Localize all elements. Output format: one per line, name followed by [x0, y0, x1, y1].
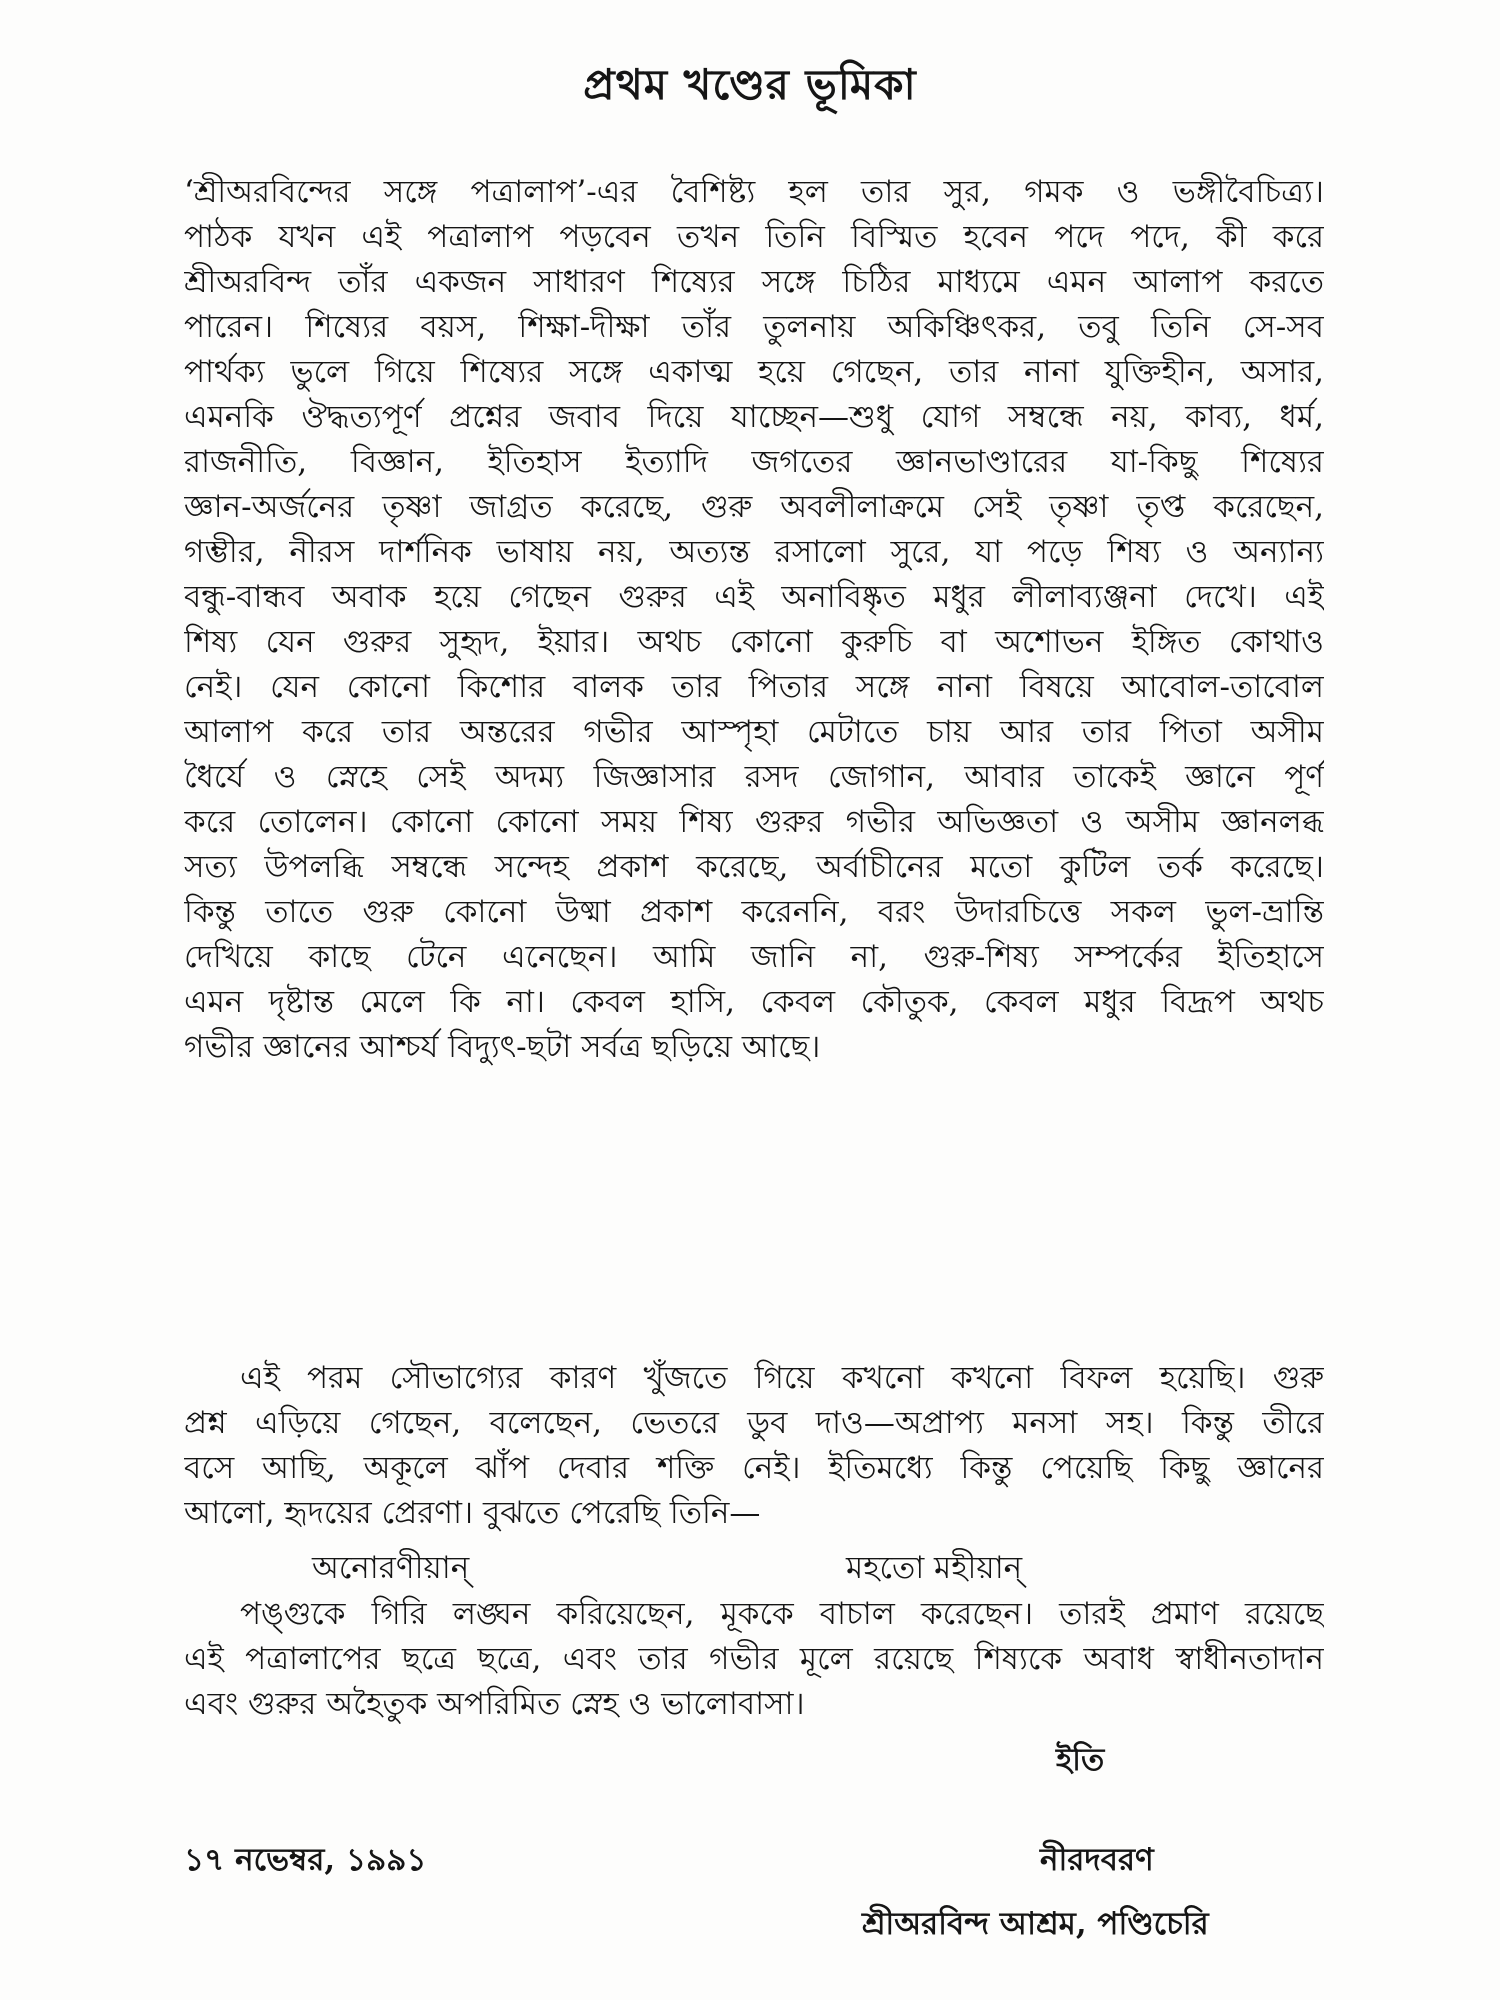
author-name: নীরদবরণ: [1040, 1842, 1154, 1878]
text-line: পার্থক্য ভুলে গিয়ে শিষ্যের সঙ্গে একাত্ম হয়ে গেছেন, তার নানা যুক্তিহীন, অসার,: [184, 354, 1324, 390]
text-line: এবং গুরুর অহৈতুক অপরিমিত স্নেহ ও ভালোবাসা।: [184, 1686, 805, 1722]
text-line: জ্ঞান-অর্জনের তৃষ্ণা জাগ্রত করেছে, গুরু অবলীলাক্রমে সেই তৃষ্ণা তৃপ্ত করেছেন,: [184, 489, 1324, 525]
text-line: ‘শ্রীঅরবিন্দের সঙ্গে পত্রালাপ’-এর বৈশিষ্ট্য হল তার সুর, গমক ও ভঙ্গীবৈচিত্র্য।: [184, 174, 1324, 210]
text-line: রাজনীতি, বিজ্ঞান, ইতিহাস ইত্যাদি জগতের জ্ঞানভাণ্ডারের যা-কিছু শিষ্যের: [184, 444, 1324, 480]
text-line: বন্ধু-বান্ধব অবাক হয়ে গেছেন গুরুর এই অনাবিষ্কৃত মধুর লীলাব্যঞ্জনা দেখে। এই: [184, 579, 1324, 615]
text-line: এই পত্রালাপের ছত্রে ছত্রে, এবং তার গভীর মূলে রয়েছে শিষ্যকে অবাধ স্বাধীনতাদান: [184, 1641, 1324, 1677]
text-line: গম্ভীর, নীরস দার্শনিক ভাষায় নয়, অত্যন্ত রসালো সুরে, যা পড়ে শিষ্য ও অন্যান্য: [184, 534, 1324, 570]
text-line: আলো, হৃদয়ের প্রেরণা। বুঝতে পেরেছি তিনি—: [184, 1495, 761, 1531]
text-line: দেখিয়ে কাছে টেনে এনেছেন। আমি জানি না, গুরু-শিষ্য সম্পর্কের ইতিহাসে: [184, 939, 1324, 975]
text-line: শিষ্য যেন গুরুর সুহৃদ, ইয়ার। অথচ কোনো কুরুচি বা অশোভন ইঙ্গিত কোথাও: [184, 624, 1324, 660]
verse-left: অনোরণীয়ান্: [312, 1550, 470, 1586]
text-line: শ্রীঅরবিন্দ তাঁর একজন সাধারণ শিষ্যের সঙ্গে চিঠির মাধ্যমে এমন আলাপ করতে: [184, 264, 1324, 300]
text-line: এই পরম সৌভাগ্যের কারণ খুঁজতে গিয়ে কখনো কখনো বিফল হয়েছি। গুরু: [240, 1360, 1324, 1396]
text-line: গভীর জ্ঞানের আশ্চর্য বিদ্যুৎ-ছটা সর্বত্র ছড়িয়ে আছে।: [184, 1029, 821, 1065]
author-place: শ্রীঅরবিন্দ আশ্রম, পণ্ডিচেরি: [862, 1906, 1209, 1942]
text-line: পারেন। শিষ্যের বয়স, শিক্ষা-দীক্ষা তাঁর তুলনায় অকিঞ্চিৎকর, তবু তিনি সে-সব: [184, 309, 1324, 345]
text-line: করে তোলেন। কোনো কোনো সময় শিষ্য গুরুর গভীর অভিজ্ঞতা ও অসীম জ্ঞানলব্ধ: [184, 804, 1324, 840]
page-title: প্রথম খণ্ডের ভূমিকা: [583, 60, 917, 109]
verse-right: মহতো মহীয়ান্: [846, 1550, 1023, 1586]
text-line: এমন দৃষ্টান্ত মেলে কি না। কেবল হাসি, কেবল কৌতুক, কেবল মধুর বিদ্রূপ অথচ: [184, 984, 1324, 1020]
date: ১৭ নভেম্বর, ১৯৯১: [184, 1842, 427, 1878]
signoff: ইতি: [1056, 1742, 1105, 1778]
text-line: প্রশ্ন এড়িয়ে গেছেন, বলেছেন, ভেতরে ডুব দাও—অপ্রাপ্য মনসা সহ। কিন্তু তীরে: [184, 1405, 1324, 1441]
paragraph-1: [184, 170, 1324, 1070]
text-line: ধৈর্যে ও স্নেহে সেই অদম্য জিজ্ঞাসার রসদ জোগান, আবার তাকেই জ্ঞানে পূর্ণ: [184, 759, 1324, 795]
text-line: এমনকি ঔদ্ধত্যপূর্ণ প্রশ্নের জবাব দিয়ে যাচ্ছেন—শুধু যোগ সম্বন্ধে নয়, কাব্য, ধর্ম,: [184, 399, 1324, 435]
paragraph-3: [184, 1592, 1324, 1727]
paragraph-2: [184, 1356, 1324, 1536]
text-line: সত্য উপলব্ধি সম্বন্ধে সন্দেহ প্রকাশ করেছে, অর্বাচীনের মতো কুটিল তর্ক করেছে।: [184, 849, 1324, 885]
text-line: পঙ্গুকে গিরি লঙ্ঘন করিয়েছেন, মূককে বাচাল করেছেন। তারই প্রমাণ রয়েছে: [240, 1596, 1324, 1632]
text-line: পাঠক যখন এই পত্রালাপ পড়বেন তখন তিনি বিস্মিত হবেন পদে পদে, কী করে: [184, 219, 1324, 255]
text-line: বসে আছি, অকূলে ঝাঁপ দেবার শক্তি নেই। ইতিমধ্যে কিন্তু পেয়েছি কিছু জ্ঞানের: [184, 1450, 1324, 1486]
text-line: নেই। যেন কোনো কিশোর বালক তার পিতার সঙ্গে নানা বিষয়ে আবোল-তাবোল: [184, 669, 1324, 705]
text-line: কিন্তু তাতে গুরু কোনো উষ্মা প্রকাশ করেননি, বরং উদারচিত্তে সকল ভুল-ভ্রান্তি: [184, 894, 1324, 930]
text-line: আলাপ করে তার অন্তরের গভীর আস্পৃহা মেটাতে চায় আর তার পিতা অসীম: [184, 714, 1324, 750]
